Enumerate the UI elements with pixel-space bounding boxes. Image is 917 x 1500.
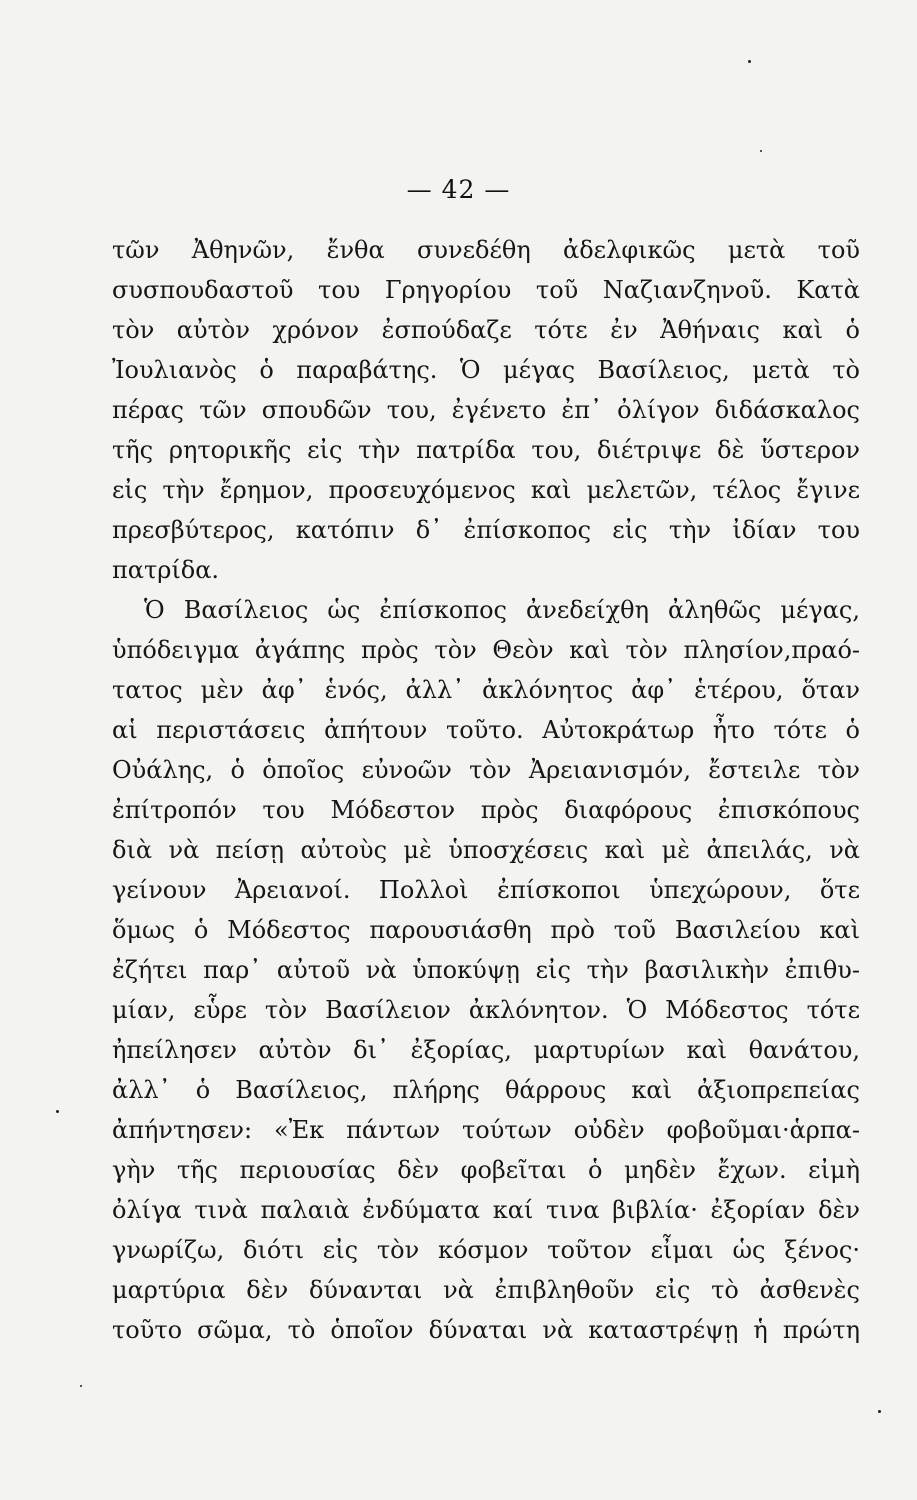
text-line: μίαν, εὗρε τὸν Βασίλειον ἀκλόνητον. Ὁ Μόδεστος τότε <box>112 996 860 1024</box>
text-line: ὑπόδειγμα ἀγάπης πρὸς τὸν Θεὸν καὶ τὸν πλησίον,πραό- <box>112 636 860 664</box>
paragraph-start-line: Ὁ Βασίλειος ὡς ἐπίσκοπος ἀνεδείχθη ἀληθῶς μέγας, <box>144 596 860 624</box>
text-line: τοῦτο σῶμα, τὸ ὁποῖον δύναται νὰ καταστρέψῃ ἡ πρώτη <box>112 1316 860 1344</box>
text-line: πρεσβύτερος, κατόπιν δ᾽ ἐπίσκοπος εἰς τὴν ἰδίαν του <box>112 516 860 544</box>
text-line: ἀλλ᾽ ὁ Βασίλειος, πλήρης θάρρους καὶ ἀξιοπρεπείας <box>112 1076 860 1104</box>
text-line: ὀλίγα τινὰ παλαιὰ ἐνδύματα καί τινα βιβλία· ἐξορίαν δὲν <box>112 1196 860 1224</box>
print-speck <box>760 150 762 152</box>
text-line: ἐζήτει παρ᾽ αὐτοῦ νὰ ὑποκύψῃ εἰς τὴν βασιλικὴν ἐπιθυ- <box>112 956 860 984</box>
print-speck <box>748 60 751 63</box>
text-line: Ἰουλιανὸς ὁ παραβάτης. Ὁ μέγας Βασίλειος, μετὰ τὸ <box>112 356 860 384</box>
text-line: εἰς τὴν ἔρημον, προσευχόμενος καὶ μελετῶν, τέλος ἔγινε <box>112 476 860 504</box>
body-text <box>112 230 860 1350</box>
text-line: Οὐάλης, ὁ ὁποῖος εὐνοῶν τὸν Ἀρειανισμόν, ἔστειλε τὸν <box>112 756 860 784</box>
text-line: τατος μὲν ἀφ᾽ ἑνός, ἀλλ᾽ ἀκλόνητος ἀφ᾽ ἑτέρου, ὅταν <box>112 676 860 704</box>
text-line: πέρας τῶν σπουδῶν του, ἐγένετο ἐπ᾽ ὀλίγον διδάσκαλος <box>112 396 860 424</box>
text-line: πατρίδα. <box>112 556 220 584</box>
text-line: τὸν αὐτὸν χρόνον ἐσπούδαζε τότε ἐν Ἀθήναις καὶ ὁ <box>112 316 860 344</box>
text-line: γὴν τῆς περιουσίας δὲν φοβεῖται ὁ μηδὲν ἔχων. εἰμὴ <box>112 1156 860 1184</box>
text-line: γνωρίζω, διότι εἰς τὸν κόσμον τοῦτον εἶμαι ὡς ξένος· <box>112 1236 860 1264</box>
print-speck <box>878 1410 881 1413</box>
text-line: ἀπήντησεν: «Ἐκ πάντων τούτων οὐδὲν φοβοῦμαι·ἁρπα- <box>112 1116 860 1144</box>
text-line: τῶν Ἀθηνῶν, ἔνθα συνεδέθη ἀδελφικῶς μετὰ τοῦ <box>112 236 860 264</box>
page-number: — 42 — <box>406 175 511 204</box>
text-line: ὅμως ὁ Μόδεστος παρουσιάσθη πρὸ τοῦ Βασιλείου καὶ <box>112 916 860 944</box>
text-line: μαρτύρια δὲν δύνανται νὰ ἐπιβληθοῦν εἰς τὸ ἀσθενὲς <box>112 1276 860 1304</box>
text-line: συσπουδαστοῦ του Γρηγορίου τοῦ Ναζιανζηνοῦ. Κατὰ <box>112 276 860 304</box>
text-line: διὰ νὰ πείσῃ αὐτοὺς μὲ ὑποσχέσεις καὶ μὲ ἀπειλάς, νὰ <box>112 836 860 864</box>
print-speck <box>56 1110 59 1113</box>
print-speck <box>80 1385 82 1387</box>
text-line: γείνουν Ἀρειανοί. Πολλοὶ ἐπίσκοποι ὑπεχώρουν, ὅτε <box>112 876 860 904</box>
text-line: τῆς ρητορικῆς εἰς τὴν πατρίδα του, διέτριψε δὲ ὕστερον <box>112 436 860 464</box>
text-line: αἱ περιστάσεις ἀπήτουν τοῦτο. Αὐτοκράτωρ ἦτο τότε ὁ <box>112 716 860 744</box>
text-line: ἠπείλησεν αὐτὸν δι᾽ ἐξορίας, μαρτυρίων καὶ θανάτου, <box>112 1036 860 1064</box>
text-line: ἐπίτροπόν του Μόδεστον πρὸς διαφόρους ἐπισκόπους <box>112 796 860 824</box>
